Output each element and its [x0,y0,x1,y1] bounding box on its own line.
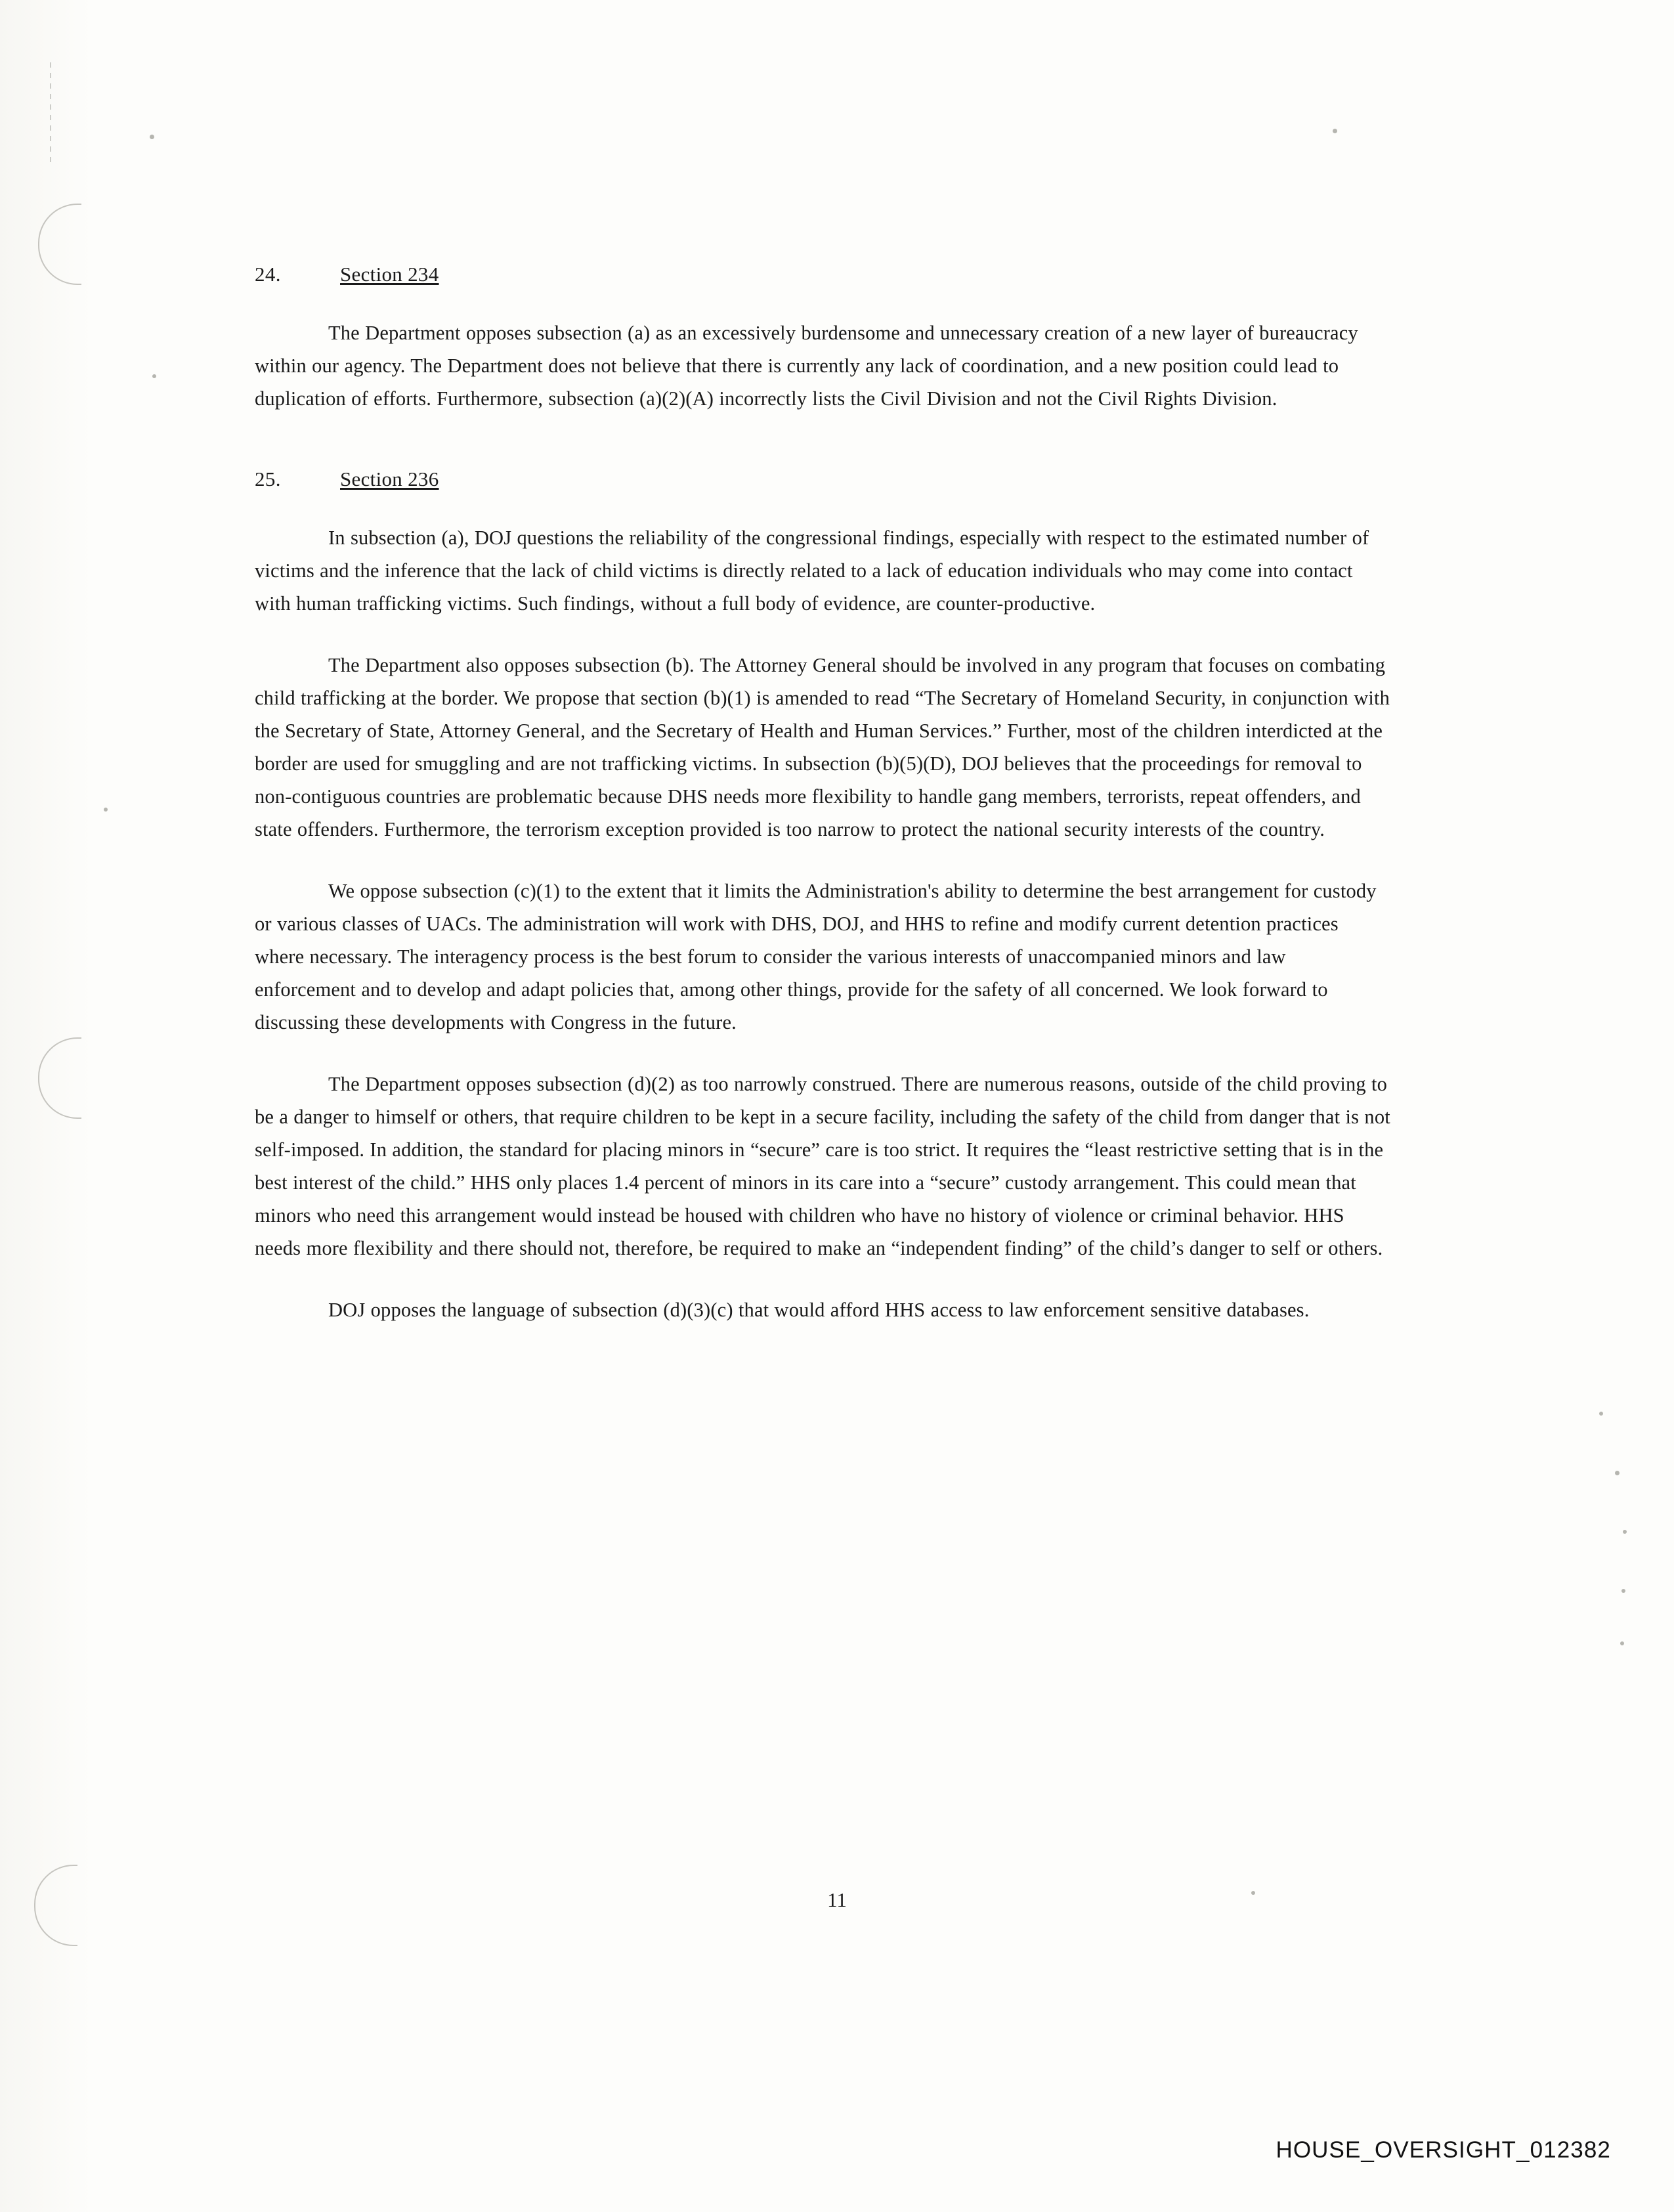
section-heading [255,263,1390,286]
section-spacer [255,444,1390,467]
paragraph: DOJ opposes the language of subsection (d)(3)(c) that would afford HHS access to law enforcement sensitive databases. [328,1299,1310,1321]
paragraph: In subsection (a), DOJ questions the reliability of the congressional findings, especially with respect to the estimated number of victims and the inference that the lack of child victims is directly related to a lack of education individuals who may come into contact with human trafficking victims. Such findings, without a full body of evidence, are counter-productive. [255,527,1369,615]
scan-speck [1623,1530,1627,1534]
section-title: Section 236 [340,467,439,490]
paragraph: We oppose subsection (c)(1) to the extent that it limits the Administration's ability to determine the best arrangement for custody or various classes of UACs. The administration will work with DHS, DOJ, and HHS to refine and modify current detention practices where necessary. The interagency process is the best forum to consider the various interests of unaccompanied minors and law enforcement and to develop and adapt policies that, among other things, provide for the safety of all concerned. We look forward to discussing these developments with Congress in the future. [255,880,1377,1033]
scan-speck [1621,1589,1625,1593]
scan-artifact-dotted-line [50,62,51,167]
document-body [255,263,1390,1355]
scan-speck [1599,1412,1603,1416]
page-number: 11 [827,1888,847,1911]
section-heading [255,467,1390,491]
paragraph: The Department opposes subsection (d)(2) as too narrowly construed. There are numerous reasons, outside of the child proving to be a danger to himself or others, that require children to be kept in a secure facility, including the safety of the child from danger that is not self-imposed. In addition, the standard for placing minors in “secure” care is too strict. It requires the “least restrictive setting that is in the best interest of the child.” HHS only places 1.4 percent of minors in its care into a “secure” custody arrangement. This could mean that minors who need this arrangement would instead be housed with children who have no history of violence or criminal behavior. HHS needs more flexibility and there should not, therefore, be required to make an “independent finding” of the child’s danger to self or others. [255,1073,1390,1259]
paragraph: The Department also opposes subsection (b). The Attorney General should be involved in any program that focuses on combating child trafficking at the border. We propose that section (b)(1) is amended to read “The Secretary of Homeland Security, in conjunction with the Secretary of State, Attorney General, and the Secretary of Health and Human Services.” Further, most of the children interdicted at the border are used for smuggling and are not trafficking victims. In subsection (b)(5)(D), DOJ believes that the proceedings for removal to non-contiguous countries are problematic because DHS needs more flexibility to handle gang members, terrorists, repeat offenders, and state offenders. Furthermore, the terrorism exception provided is too narrow to protect the national security interests of the country. [255,654,1390,840]
scan-speck [152,374,156,378]
scan-speck [150,135,154,139]
section-number: 24. [255,263,281,286]
scan-speck [1620,1641,1624,1645]
section-number: 25. [255,467,281,490]
bates-stamp: HOUSE_OVERSIGHT_012382 [1276,2137,1611,2163]
scan-speck [104,808,108,812]
section-title: Section 234 [340,263,439,286]
scan-speck [1333,129,1337,133]
paragraph: The Department opposes subsection (a) as an excessively burdensome and unnecessary creation of a new layer of bureaucracy within our agency. The Department does not believe that there is currently any lack of coordination, and a new position could lead to duplication of efforts. Furthermore, subsection (a)(2)(A) incorrectly lists the Civil Division and not the Civil Rights Division. [255,322,1358,410]
scan-speck [1615,1471,1620,1475]
